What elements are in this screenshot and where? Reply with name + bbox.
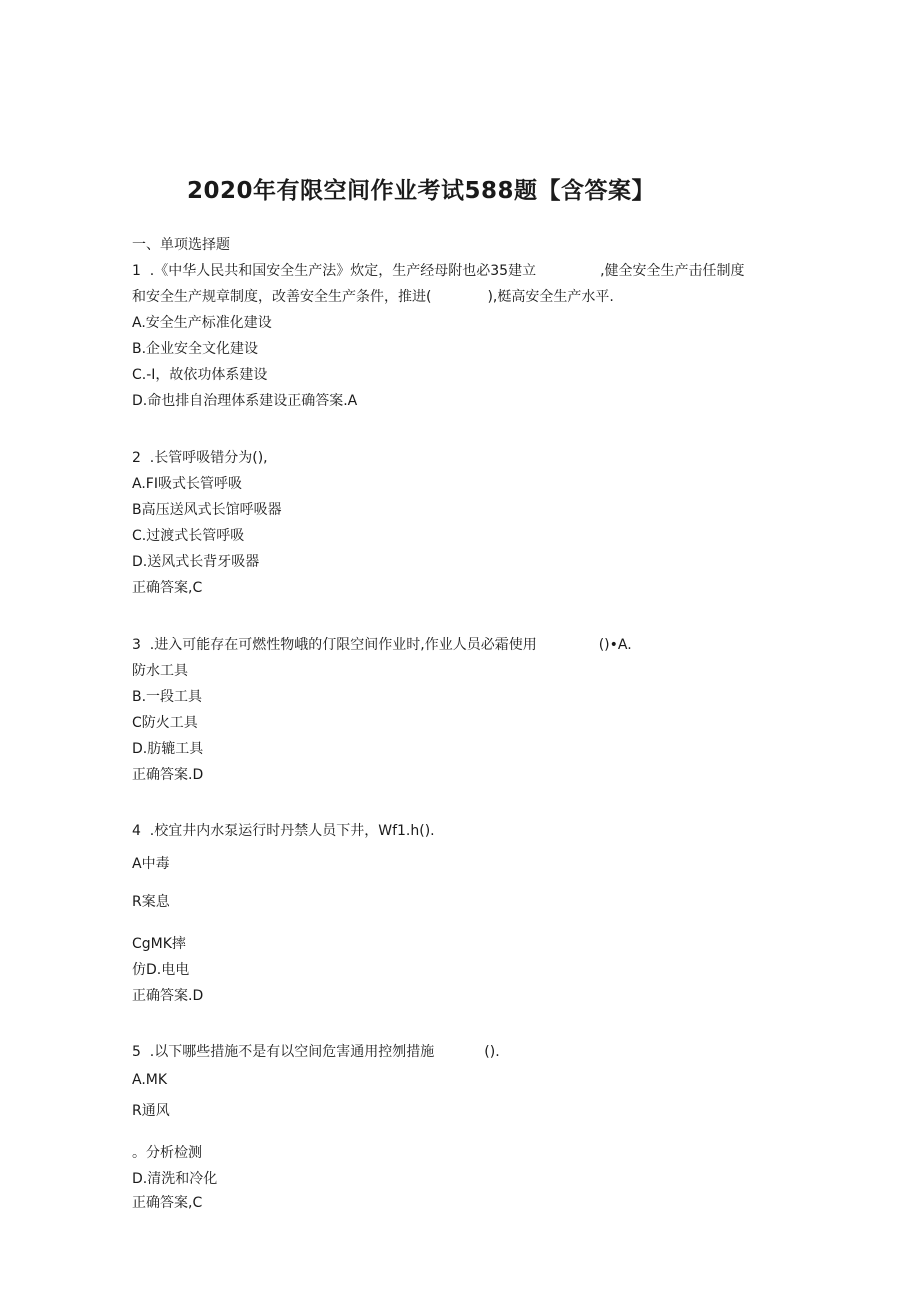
- question-1-text-b: ,健全安全生产击任制度: [600, 263, 745, 279]
- question-4-option-c: CgMK摔: [132, 936, 186, 952]
- question-5-option-d: D.清洗和冷化: [132, 1171, 218, 1187]
- question-2-answer: 正确答案,C: [132, 580, 203, 596]
- question-5-option-c: 。分析检测: [132, 1145, 202, 1161]
- question-1-text-c: 和安全生产规章制度，改善安全生产条件，推进(: [132, 289, 432, 305]
- question-4-option-a: A中毒: [132, 856, 170, 872]
- question-5-text-b: ().: [484, 1044, 500, 1060]
- question-1-text-d: ),梃高安全生产水平.: [487, 289, 614, 305]
- question-3-option-c: C防火工具: [132, 715, 198, 731]
- question-3-text-b: ()•A.: [598, 637, 632, 653]
- question-4-option-b: R案息: [132, 894, 170, 910]
- question-5-stem: [132, 1043, 500, 1061]
- question-5-option-a: A.MK: [132, 1072, 168, 1088]
- question-5-text-a: 5 .以下哪些措施不是有以空间危害通用控刎措施: [132, 1044, 435, 1060]
- question-2-option-d: D.送风式长背牙吸器: [132, 554, 260, 570]
- question-5-option-b: R通风: [132, 1103, 170, 1119]
- question-2-option-a: A.FI吸式长管呼吸: [132, 476, 242, 492]
- question-4-answer: 正确答案.D: [132, 988, 204, 1004]
- question-3-option-d: D.肪辘工具: [132, 741, 204, 757]
- question-1-option-b: B.企业安全文化建设: [132, 341, 259, 357]
- question-2-stem: 2 .长管呼吸错分为(),: [132, 450, 268, 466]
- question-4-stem: 4 .校宜井内水泵运行时丹禁人员下井，Wf1.h().: [132, 823, 435, 839]
- question-1-line-2: [132, 288, 614, 306]
- question-1-option-d: D.命也排自治理体系建设正确答案.A: [132, 393, 358, 409]
- question-1-line-1: [132, 262, 745, 280]
- section-heading: 一、单项选择题: [132, 237, 230, 253]
- question-1-option-a: A.安全生产标准化建设: [132, 315, 272, 331]
- question-2-option-c: C.过渡式长管呼吸: [132, 528, 245, 544]
- question-3-text-a: 3 .进入可能存在可燃性物峨的仃限空间作业时,作业人员必霜使用: [132, 637, 537, 653]
- question-4-option-d: 仿D.电电: [132, 962, 190, 978]
- question-3-answer: 正确答案.D: [132, 767, 204, 783]
- document-title: 2020年有限空间作业考试588题【含答案】: [187, 178, 656, 204]
- question-3-stem: [132, 636, 632, 654]
- question-2-option-b: B高压送风式长馆呼吸器: [132, 502, 282, 518]
- question-3-option-a: 防水工具: [132, 663, 188, 679]
- question-1-text-a: 1 .《中华人民共和国安全生产法》炊定，生产经母附也必35建立: [132, 263, 537, 279]
- question-1-option-c: C.-I，故依功体系建设: [132, 367, 268, 383]
- question-5-answer: 正确答案,C: [132, 1195, 203, 1211]
- question-3-option-b: B.一段工具: [132, 689, 203, 705]
